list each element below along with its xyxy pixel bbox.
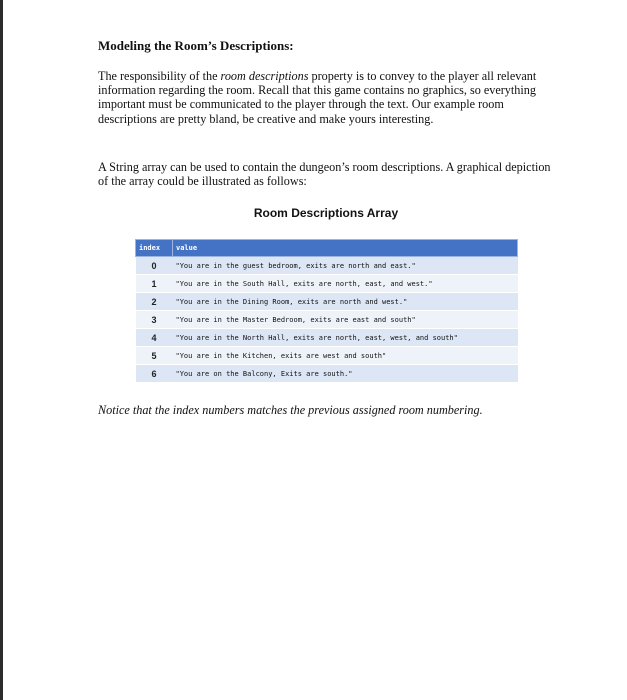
row-index: 1 bbox=[136, 275, 173, 293]
row-index: 0 bbox=[136, 257, 173, 275]
row-value: "You are in the Dining Room, exits are north and west." bbox=[173, 293, 518, 311]
notice-paragraph: Notice that the index numbers matches the previous assigned room numbering. bbox=[98, 403, 483, 417]
array-paragraph: A String array can be used to contain the dungeon’s room descriptions. A graphical depiction of the array could be illustrated as follows: bbox=[98, 159, 551, 189]
row-value: "You are in the Kitchen, exits are west and south" bbox=[173, 347, 518, 365]
row-value: "You are in the guest bedroom, exits are north and east." bbox=[173, 257, 518, 275]
intro-text-after: property is to convey to the player all relevant information regarding the room. Recall that this game contains no graphics, so everything important must be communicated to the player through the text. Our example room descriptions are pretty bland, be creative and make yours interesting. bbox=[98, 69, 537, 126]
table-row bbox=[136, 311, 518, 329]
row-value: "You are on the Balcony, Exits are south." bbox=[173, 365, 518, 383]
row-index: 3 bbox=[136, 311, 173, 329]
table-row bbox=[136, 347, 518, 365]
row-value: "You are in the Master Bedroom, exits are east and south" bbox=[173, 311, 518, 329]
document-page bbox=[98, 38, 558, 220]
section-heading: Modeling the Room’s Descriptions: bbox=[98, 38, 294, 53]
header-index: index bbox=[136, 240, 173, 257]
row-index: 2 bbox=[136, 293, 173, 311]
row-index: 5 bbox=[136, 347, 173, 365]
intro-paragraph bbox=[98, 69, 558, 126]
table-row bbox=[136, 293, 518, 311]
room-descriptions-table bbox=[135, 239, 518, 383]
header-value: value bbox=[173, 240, 518, 257]
page-left-border bbox=[0, 0, 3, 700]
row-value: "You are in the North Hall, exits are north, east, west, and south" bbox=[173, 329, 518, 347]
table-row bbox=[136, 275, 518, 293]
row-index: 6 bbox=[136, 365, 173, 383]
intro-text-before: The responsibility of the bbox=[98, 69, 221, 83]
table-row bbox=[136, 257, 518, 275]
intro-text-emphasis: room descriptions bbox=[220, 69, 309, 83]
table-title: Room Descriptions Array bbox=[253, 206, 399, 221]
row-value: "You are in the South Hall, exits are north, east, and west." bbox=[173, 275, 518, 293]
row-index: 4 bbox=[136, 329, 173, 347]
table-header-row bbox=[136, 240, 518, 257]
table-row bbox=[136, 365, 518, 383]
table-row bbox=[136, 329, 518, 347]
